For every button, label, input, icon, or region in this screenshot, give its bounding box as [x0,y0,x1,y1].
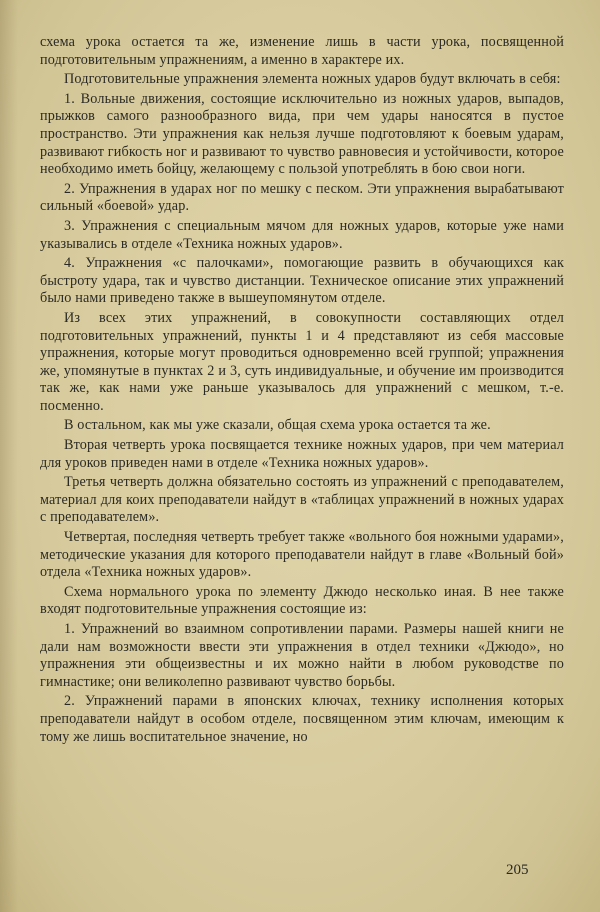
paragraph-third-quarter: Третья четверть должна обязательно состоять из упражнений с преподавателем, материал для коих преподаватели найдут в «таблицах упражнений в ножных ударах с преподавателем». [40,474,564,526]
paragraph-second-quarter: Вторая четверть урока посвящается технике ножных ударов, при чем материал для уроков приведен нами в отделе «Техника ножных ударов». [40,437,564,471]
paragraph-item-1: 1. Вольные движения, состоящие исключительно из ножных ударов, выпадов, прыжков самого разнообразного вида, при чем удары наносятся в пустое пространство. Эти упражнения как нельзя лучше подготовляют к боевым ударам, развивают гибкость ног и развивают то чувство равновесия и устойчивости, которое необходимо иметь бойцу, желающему с пользой употреблять в бою свои ноги. [40,90,564,178]
page-number: 205 [506,862,529,878]
paragraph-remainder: В остальном, как мы уже сказали, общая схема урока остается та же. [64,417,491,434]
paragraph-fourth-quarter: Четвертая, последняя четверть требует также «вольного боя ножными ударами», методические указания для которого преподаватели найдут в главе «Вольный бой» отдела «Техника ножных ударов». [40,529,564,581]
page-body-text [40,34,564,748]
page-edge-shadow [0,0,18,912]
paragraph-judo-item-1: 1. Упражнений во взаимном сопротивлении парами. Размеры нашей книги не дали нам возможности ввести эти упражнения в отдел техники «Джюдо», но упражнения эти общеизвестны и их можно найти в любом руководстве по гимнастике; они великолепно развивают чувство борьбы. [40,621,564,690]
paragraph-item-4: 4. Упражнения «с палочками», помогающие развить в обучающихся как быстроту удара, так и чувство дистанции. Техническое описание этих упражнений было нами приведено также в вышеупомянутом отделе. [40,255,564,307]
paragraph-summary: Из всех этих упражнений, в совокупности составляющих отдел подготовительных упражнений, пункты 1 и 4 представляют из себя массовые упражнения, которые могут проводиться одновременно всей группой; упражнения же, упомянутые в пунктах 2 и 3, суть индивидуальные, и обучение им производится так же, как нами уже раньше указывалось для упражнений с мешком, т.-е. посменно. [40,309,564,414]
paragraph-judo-item-2: 2. Упражнений парами в японских ключах, технику исполнения которых преподаватели найдут в особом отделе, посвященном этим ключам, имеющим к тому же лишь воспитательное значение, но [40,693,564,745]
paragraph-judo-scheme: Схема нормального урока по элементу Джюдо несколько иная. В нее также входят подготовительные упражнения состоящие из: [40,583,564,618]
paragraph-continuation: схема урока остается та же, изменение лишь в части урока, посвященной подготовительным упражнениям, а именно в характере их. [40,34,564,68]
paragraph-intro: Подготовительные упражнения элемента ножных ударов будут включать в себя: [64,71,561,88]
paragraph-item-2: 2. Упражнения в ударах ног по мешку с песком. Эти упражнения вырабатывают сильный «боевой» удар. [40,180,564,215]
paragraph-item-3: 3. Упражнения с специальным мячом для ножных ударов, которые уже нами указывались в отделе «Техника ножных ударов». [40,217,564,252]
